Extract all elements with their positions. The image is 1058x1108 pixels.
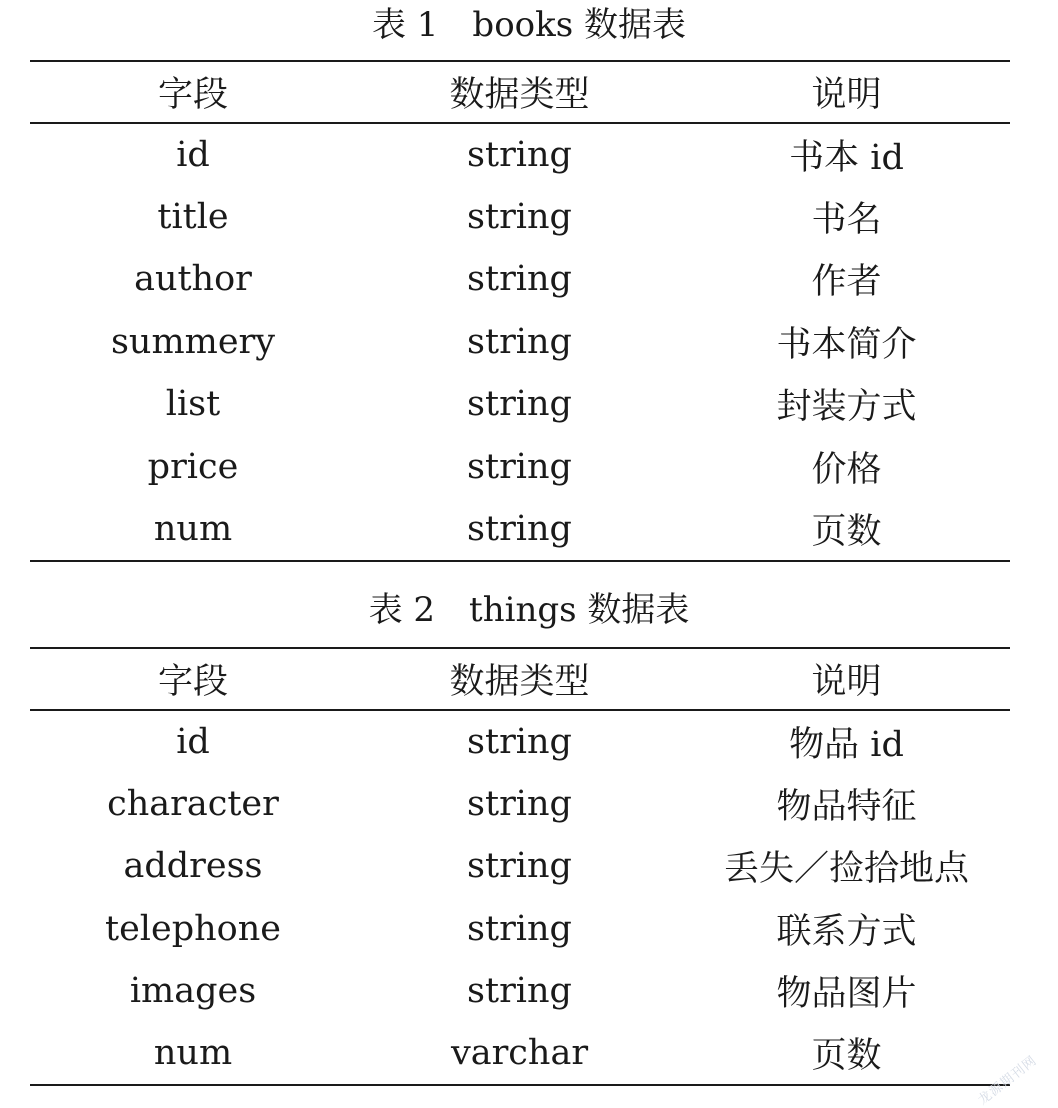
cell-type: string: [467, 783, 572, 824]
table-row: [30, 373, 1010, 436]
cell-description: 封装方式: [776, 387, 917, 428]
cell-field: id: [176, 134, 210, 175]
cell-field: telephone: [105, 908, 281, 949]
column-header-field: 字段: [30, 61, 356, 123]
table-row: [30, 436, 1010, 499]
cell-type: string: [467, 259, 572, 300]
cell-type: string: [467, 846, 572, 887]
cell-description: 物品 id: [789, 724, 904, 765]
cell-description: 联系方式: [776, 911, 917, 952]
table-row: [30, 710, 1010, 773]
cell-description: 书名: [811, 199, 882, 240]
cell-type: string: [467, 196, 572, 237]
table-row: [30, 835, 1010, 898]
cell-field: num: [30, 1023, 356, 1086]
cell-description: 丢失／捡拾地点: [723, 849, 969, 890]
column-header-type: 数据类型: [356, 648, 683, 710]
cell-type: string: [467, 446, 572, 487]
cell-type: string: [356, 498, 683, 561]
table-row: [30, 960, 1010, 1023]
table-header-row: [30, 648, 1010, 710]
column-header-description: 说明: [683, 648, 1010, 710]
cell-description: 价格: [811, 449, 882, 490]
table-row: [30, 311, 1010, 374]
cell-type: string: [467, 384, 572, 425]
books-table: [30, 60, 1010, 562]
cell-type: string: [467, 971, 572, 1012]
cell-field: num: [30, 498, 356, 561]
table-2-caption: 表 2 things 数据表: [368, 590, 690, 630]
cell-description: 书本简介: [776, 324, 917, 365]
table-row: [30, 1023, 1010, 1086]
cell-description: 作者: [811, 262, 882, 303]
table-1-caption: 表 1 books 数据表: [371, 5, 686, 45]
cell-description: 书本 id: [789, 137, 904, 178]
table-row: [30, 898, 1010, 961]
cell-field: author: [134, 259, 252, 300]
cell-description: 物品图片: [776, 974, 917, 1015]
cell-type: varchar: [356, 1023, 683, 1086]
cell-field: list: [165, 384, 221, 425]
cell-type: string: [467, 134, 572, 175]
table-row: [30, 186, 1010, 249]
cell-field: images: [129, 971, 257, 1012]
table-row: [30, 773, 1010, 836]
table-header-row: [30, 61, 1010, 123]
table-row: [30, 123, 1010, 186]
cell-description: 页数: [683, 1023, 1010, 1086]
cell-description: 页数: [683, 498, 1010, 561]
cell-field: address: [123, 846, 263, 887]
column-header-field: 字段: [30, 648, 356, 710]
cell-field: character: [107, 783, 279, 824]
cell-description: 物品特征: [776, 786, 917, 827]
table-row: [30, 498, 1010, 561]
cell-field: price: [147, 446, 239, 487]
cell-type: string: [467, 721, 572, 762]
cell-field: id: [176, 721, 210, 762]
cell-field: summery: [110, 321, 276, 362]
column-header-description: 说明: [683, 61, 1010, 123]
table-row: [30, 248, 1010, 311]
watermark: 龙源期刊网: [975, 1053, 1040, 1108]
cell-type: string: [467, 321, 572, 362]
column-header-type: 数据类型: [356, 61, 683, 123]
things-table: [30, 647, 1010, 1086]
cell-type: string: [467, 908, 572, 949]
cell-field: title: [157, 196, 229, 237]
